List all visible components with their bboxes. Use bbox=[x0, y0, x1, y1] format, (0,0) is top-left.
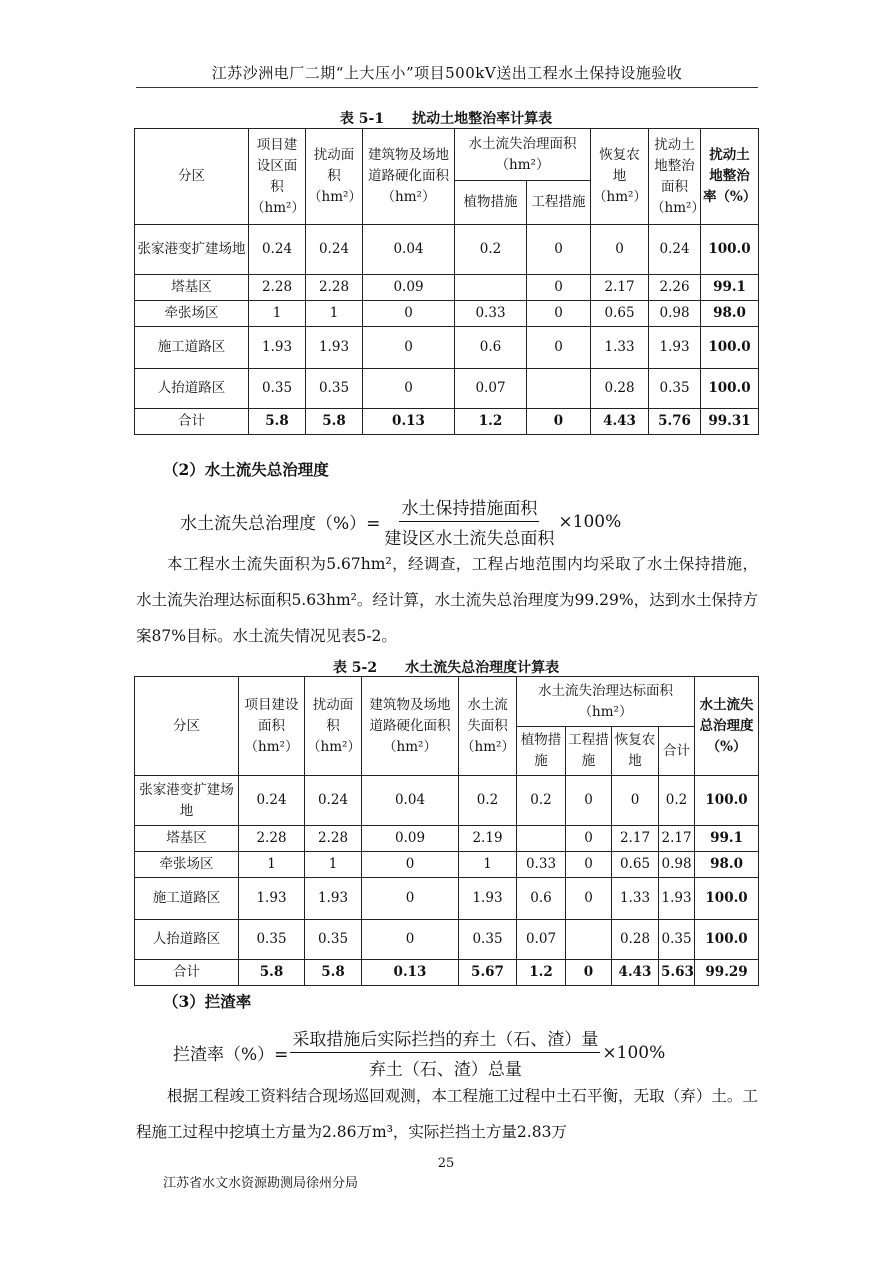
table-row bbox=[135, 275, 759, 301]
formula-slag-rate bbox=[173, 1025, 665, 1080]
table-cell: 0.13 bbox=[363, 409, 455, 435]
t2-head-build-area: 项目建设面积（hm²） bbox=[239, 677, 305, 776]
table-cell: 0 bbox=[363, 301, 455, 327]
table-cell: 0.09 bbox=[362, 826, 459, 852]
table-row bbox=[135, 878, 759, 920]
table1 bbox=[134, 128, 759, 435]
table-cell: 5.67 bbox=[459, 960, 517, 986]
table-cell: 1 bbox=[459, 852, 517, 878]
t2-head-rate: 水土流失总治理度（%） bbox=[695, 677, 759, 776]
table-cell: 5.8 bbox=[305, 960, 362, 986]
t2-head-std-area: 水土流失治理达标面积（hm²） bbox=[517, 677, 695, 727]
section2-title: （2）水土流失总治理度 bbox=[163, 460, 329, 479]
table-cell: 2.28 bbox=[306, 275, 363, 301]
table-cell: 0.35 bbox=[459, 920, 517, 960]
table-cell: 0.24 bbox=[649, 225, 701, 275]
row-zone-cell: 塔基区 bbox=[135, 275, 249, 301]
table-cell: 1.93 bbox=[459, 878, 517, 920]
t1-head-rate: 扰动土地整治率（%） bbox=[701, 129, 759, 225]
t1-head-disturb-area: 扰动面积（hm²） bbox=[306, 129, 363, 225]
table-cell: 0.33 bbox=[517, 852, 566, 878]
table-cell: 0.6 bbox=[455, 327, 527, 369]
table-cell: 0.04 bbox=[363, 225, 455, 275]
table-cell: 99.1 bbox=[695, 826, 759, 852]
t1-head-plant: 植物措施 bbox=[455, 181, 527, 225]
table-cell bbox=[455, 275, 527, 301]
t1-head-farmland: 恢复农地（hm²） bbox=[591, 129, 649, 225]
table-cell: 1.33 bbox=[591, 327, 649, 369]
table-cell: 1 bbox=[306, 301, 363, 327]
t1-head-rehab-area: 扰动土地整治面积（hm²） bbox=[649, 129, 701, 225]
table-cell: 4.43 bbox=[591, 409, 649, 435]
table-cell: 99.29 bbox=[695, 960, 759, 986]
row-zone-cell: 牵张场区 bbox=[135, 301, 249, 327]
t2-head-disturb-area: 扰动面积（hm²） bbox=[305, 677, 362, 776]
table-cell: 1 bbox=[305, 852, 362, 878]
table-cell: 100.0 bbox=[701, 327, 759, 369]
table-cell: 0.65 bbox=[591, 301, 649, 327]
t2-head-plant: 植物措施 bbox=[517, 727, 566, 776]
table-cell: 0 bbox=[612, 776, 659, 826]
formula2-denominator: 建设区水土流失总面积 bbox=[384, 529, 555, 549]
row-zone-cell: 张家港变扩建场地 bbox=[135, 776, 239, 826]
section3-title: （3）拦渣率 bbox=[163, 992, 252, 1011]
table-cell: 0.04 bbox=[362, 776, 459, 826]
table-cell: 0.35 bbox=[239, 920, 305, 960]
t2-head-loss-area: 水土流失面积（hm²） bbox=[459, 677, 517, 776]
table-cell: 1.93 bbox=[659, 878, 695, 920]
table2-caption: 表 5-2 水土流失总治理度计算表 bbox=[332, 660, 560, 676]
table-row bbox=[135, 301, 759, 327]
table-cell: 0 bbox=[566, 878, 612, 920]
table-cell: 0.65 bbox=[612, 852, 659, 878]
table-cell: 0.6 bbox=[517, 878, 566, 920]
table-row bbox=[135, 369, 759, 409]
table-cell: 0.35 bbox=[306, 369, 363, 409]
table-cell: 0 bbox=[566, 776, 612, 826]
formula-total-control bbox=[180, 494, 621, 549]
table-cell: 1.93 bbox=[239, 878, 305, 920]
table-cell: 1 bbox=[239, 852, 305, 878]
table-cell: 99.31 bbox=[701, 409, 759, 435]
row-zone-cell: 合计 bbox=[135, 960, 239, 986]
table-cell: 100.0 bbox=[701, 225, 759, 275]
formula3-left: 拦渣率（%）= bbox=[173, 1045, 289, 1065]
table-row bbox=[135, 409, 759, 435]
t1-head-treat-area: 水土流失治理面积（hm²） bbox=[455, 129, 591, 181]
table-cell: 0 bbox=[527, 409, 591, 435]
formula2-numerator: 水土保持措施面积 bbox=[399, 494, 539, 522]
t2-head-hard-area: 建筑物及场地道路硬化面积（hm²） bbox=[362, 677, 459, 776]
table-cell: 1.93 bbox=[649, 327, 701, 369]
table-cell: 0.98 bbox=[649, 301, 701, 327]
table-row bbox=[135, 776, 759, 826]
t1-head-zone: 分区 bbox=[135, 129, 249, 225]
row-zone-cell: 人抬道路区 bbox=[135, 369, 249, 409]
table2 bbox=[134, 676, 759, 986]
row-zone-cell: 施工道路区 bbox=[135, 327, 249, 369]
table-cell: 4.43 bbox=[612, 960, 659, 986]
table-cell: 0 bbox=[362, 920, 459, 960]
table-cell: 0 bbox=[527, 327, 591, 369]
table-cell: 1.2 bbox=[517, 960, 566, 986]
table-cell: 0.24 bbox=[249, 225, 306, 275]
table-cell: 5.8 bbox=[249, 409, 306, 435]
formula2-right: ×100% bbox=[558, 511, 622, 532]
table-cell: 0.35 bbox=[249, 369, 306, 409]
table-cell: 0 bbox=[566, 852, 612, 878]
row-zone-cell: 人抬道路区 bbox=[135, 920, 239, 960]
table-cell: 98.0 bbox=[701, 301, 759, 327]
table-cell bbox=[517, 826, 566, 852]
page-number: 25 bbox=[437, 1156, 455, 1171]
table-cell: 0.28 bbox=[591, 369, 649, 409]
table-cell: 0.09 bbox=[363, 275, 455, 301]
table-cell: 0.24 bbox=[239, 776, 305, 826]
table-cell: 5.63 bbox=[659, 960, 695, 986]
table-cell: 0.35 bbox=[649, 369, 701, 409]
table-cell: 2.28 bbox=[305, 826, 362, 852]
table-cell: 2.28 bbox=[239, 826, 305, 852]
table-cell: 0.07 bbox=[455, 369, 527, 409]
table-row bbox=[135, 920, 759, 960]
table-cell: 5.8 bbox=[239, 960, 305, 986]
table1-caption: 表 5-1 扰动土地整治率计算表 bbox=[339, 111, 553, 127]
table-cell: 1.2 bbox=[455, 409, 527, 435]
t1-head-build-area: 项目建设区面积（hm²） bbox=[249, 129, 306, 225]
t2-head-zone: 分区 bbox=[135, 677, 239, 776]
table-cell: 0.35 bbox=[659, 920, 695, 960]
table-cell: 2.19 bbox=[459, 826, 517, 852]
table-cell: 1.93 bbox=[306, 327, 363, 369]
row-zone-cell: 合计 bbox=[135, 409, 249, 435]
table-cell: 0.07 bbox=[517, 920, 566, 960]
section2-paragraph: 本工程水土流失面积为5.67hm²，经调查，工程占地范围内均采取了水土保持措施，水土流失治理达标面积5.63hm²。经计算，水土流失总治理度为99.29%，达到水土保持方案87%目标。水土流失情况见表5-2。 bbox=[136, 555, 758, 645]
row-zone-cell: 张家港变扩建场地 bbox=[135, 225, 249, 275]
table-cell: 0.13 bbox=[362, 960, 459, 986]
t2-head-farmland: 恢复农地 bbox=[612, 727, 659, 776]
table-cell: 0.2 bbox=[517, 776, 566, 826]
table-cell: 2.17 bbox=[612, 826, 659, 852]
row-zone-cell: 塔基区 bbox=[135, 826, 239, 852]
table-cell: 0.24 bbox=[306, 225, 363, 275]
row-zone-cell: 牵张场区 bbox=[135, 852, 239, 878]
table-cell: 1.33 bbox=[612, 878, 659, 920]
formula3-numerator: 采取措施后实际拦挡的弃土（石、渣）量 bbox=[290, 1025, 600, 1053]
table-cell: 0.33 bbox=[455, 301, 527, 327]
table-cell: 5.76 bbox=[649, 409, 701, 435]
table-row bbox=[135, 826, 759, 852]
table-cell: 0 bbox=[362, 852, 459, 878]
table-cell: 100.0 bbox=[695, 776, 759, 826]
table-row bbox=[135, 852, 759, 878]
table-cell: 0.2 bbox=[659, 776, 695, 826]
footer-organization: 江苏省水文水资源勘测局徐州分局 bbox=[163, 1176, 359, 1191]
table-cell: 5.8 bbox=[306, 409, 363, 435]
table-row bbox=[135, 327, 759, 369]
t1-head-hard-area: 建筑物及场地道路硬化面积（hm²） bbox=[363, 129, 455, 225]
table-cell: 0.24 bbox=[305, 776, 362, 826]
page-header: 江苏沙洲电厂二期“上大压小”项目500kV送出工程水土保持设施验收 bbox=[136, 62, 758, 88]
table-cell: 0 bbox=[566, 960, 612, 986]
table-cell: 0 bbox=[363, 369, 455, 409]
t1-head-eng: 工程措施 bbox=[527, 181, 591, 225]
formula3-right: ×100% bbox=[602, 1042, 666, 1063]
table-cell: 0 bbox=[527, 301, 591, 327]
table-cell: 2.26 bbox=[649, 275, 701, 301]
table-cell: 0 bbox=[527, 275, 591, 301]
row-zone-cell: 施工道路区 bbox=[135, 878, 239, 920]
table-cell: 0.2 bbox=[455, 225, 527, 275]
table-row bbox=[135, 960, 759, 986]
table-cell: 0.2 bbox=[459, 776, 517, 826]
section3-paragraph: 根据工程竣工资料结合现场巡回观测，本工程施工过程中土石平衡，无取（弃）土。工程施工过程中挖填土方量为2.86万m³，实际拦挡土方量2.83万 bbox=[136, 1087, 758, 1141]
t2-head-eng: 工程措施 bbox=[566, 727, 612, 776]
table-cell: 98.0 bbox=[695, 852, 759, 878]
table-cell: 2.28 bbox=[249, 275, 306, 301]
table-cell: 0 bbox=[362, 878, 459, 920]
table-cell bbox=[566, 920, 612, 960]
table-row bbox=[135, 225, 759, 275]
table-cell: 1.93 bbox=[249, 327, 306, 369]
table-cell: 1 bbox=[249, 301, 306, 327]
table-cell: 2.17 bbox=[591, 275, 649, 301]
table-cell: 2.17 bbox=[659, 826, 695, 852]
table-cell: 0 bbox=[363, 327, 455, 369]
table-cell: 0.35 bbox=[305, 920, 362, 960]
formula2-left: 水土流失总治理度（%）= bbox=[180, 514, 381, 534]
table-cell bbox=[527, 369, 591, 409]
table-cell: 0 bbox=[566, 826, 612, 852]
t2-head-sum: 合计 bbox=[659, 727, 695, 776]
table-cell: 99.1 bbox=[701, 275, 759, 301]
table-cell: 100.0 bbox=[695, 878, 759, 920]
table-cell: 100.0 bbox=[695, 920, 759, 960]
table-cell: 100.0 bbox=[701, 369, 759, 409]
table-cell: 0.28 bbox=[612, 920, 659, 960]
formula3-denominator: 弃土（石、渣）总量 bbox=[368, 1060, 522, 1080]
table-cell: 1.93 bbox=[305, 878, 362, 920]
table-cell: 0.98 bbox=[659, 852, 695, 878]
table-cell: 0 bbox=[591, 225, 649, 275]
table-cell: 0 bbox=[527, 225, 591, 275]
